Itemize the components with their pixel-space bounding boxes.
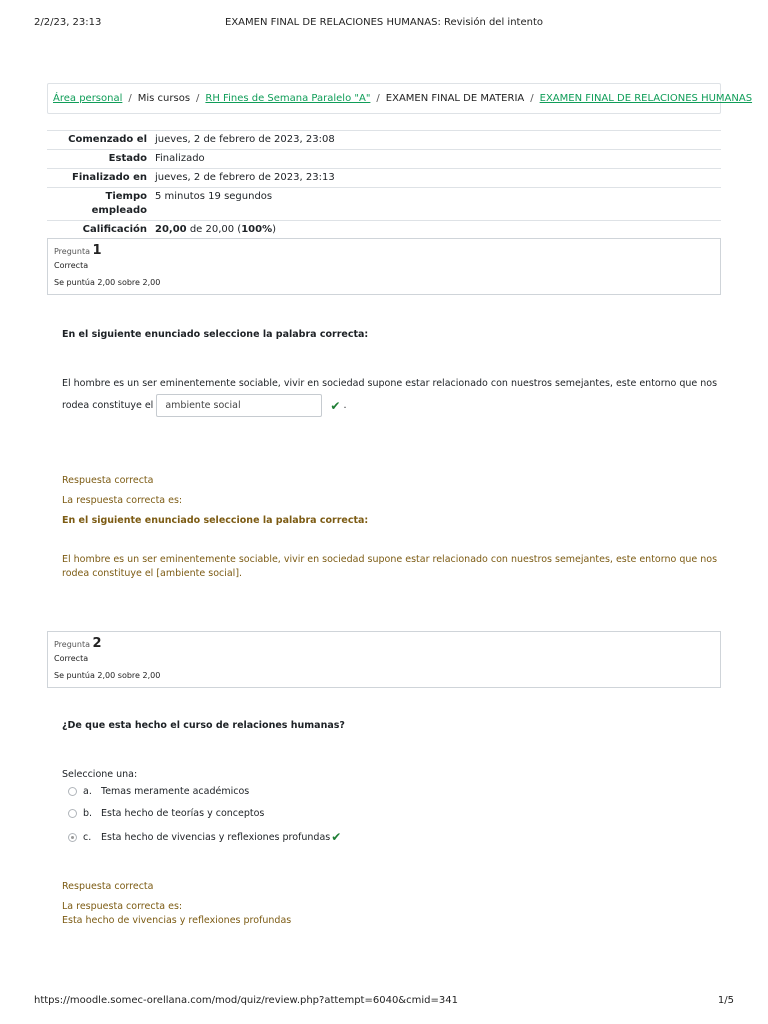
attempt-summary-table (47, 130, 721, 240)
question-grade: Se puntúa 2,00 sobre 2,00 (54, 671, 161, 680)
state-value: Finalizado (151, 150, 721, 169)
option-b[interactable] (68, 808, 264, 819)
q1-feedback-intro: La respuesta correcta es: (62, 495, 183, 506)
grade-value (151, 221, 721, 240)
q1-feedback-prompt: En el siguiente enunciado seleccione la palabra correcta: (62, 515, 369, 526)
breadcrumb (47, 83, 753, 114)
question-number: 2 (92, 636, 102, 651)
time-label-line1: Tiempo (105, 191, 147, 202)
option-a[interactable] (68, 786, 249, 797)
started-value: jueves, 2 de febrero de 2023, 23:08 (151, 131, 721, 150)
option-letter: b. (83, 808, 93, 819)
breadcrumb-mis-cursos[interactable]: Mis cursos (137, 93, 191, 104)
grade-percent: 100% (241, 224, 273, 235)
check-icon: ✔ (330, 398, 341, 413)
question-1-prompt: En el siguiente enunciado seleccione la palabra correcta: (62, 329, 369, 340)
radio-a[interactable] (68, 787, 77, 796)
question-label: Pregunta (54, 247, 90, 256)
check-icon: ✔ (331, 830, 342, 844)
option-text: Esta hecho de teorías y conceptos (101, 808, 265, 819)
q2-feedback-intro: La respuesta correcta es: (62, 901, 183, 912)
finished-value: jueves, 2 de febrero de 2023, 23:13 (151, 169, 721, 188)
breadcrumb-section[interactable]: EXAMEN FINAL DE MATERIA (385, 93, 525, 104)
question-state: Correcta (54, 261, 89, 270)
print-title: EXAMEN FINAL DE RELACIONES HUMANAS: Revisión del intento (225, 17, 543, 28)
question-2-info (47, 631, 721, 688)
select-one-label: Seleccione una: (62, 769, 138, 780)
breadcrumb-separator: / (128, 93, 132, 104)
question-1-info (47, 238, 721, 295)
state-label: Estado (47, 150, 151, 169)
page-url[interactable]: https://moodle.somec-orellana.com/mod/quiz/review.php?attempt=6040&cmid=341 (34, 995, 458, 1006)
grade-label: Calificación (47, 221, 151, 240)
summary-row-finished (47, 169, 721, 188)
grade-mid: de 20,00 ( (186, 224, 242, 235)
q2-feedback-result: Respuesta correcta (62, 881, 154, 892)
breadcrumb-separator: / (196, 93, 200, 104)
started-label: Comenzado el (47, 131, 151, 150)
question-1-text-line2 (62, 394, 347, 417)
finished-label: Finalizado en (47, 169, 151, 188)
time-label-line2: empleado (91, 205, 147, 216)
page-count: 1/5 (717, 995, 734, 1006)
question-grade: Se puntúa 2,00 sobre 2,00 (54, 278, 161, 287)
question-label: Pregunta (54, 640, 90, 649)
grade-score: 20,00 (155, 224, 187, 235)
q1-feedback-line1: El hombre es un ser eminentemente sociable, vivir en sociedad supone estar relacionado con nuestros semejantes, este entorno que nos (62, 554, 718, 565)
breadcrumb-quiz[interactable]: EXAMEN FINAL DE RELACIONES HUMANAS (539, 93, 753, 104)
question-1-text-before: rodea constituye el (62, 400, 154, 411)
option-letter: c. (83, 831, 92, 843)
question-state: Correcta (54, 654, 89, 663)
question-number: 1 (92, 243, 102, 258)
time-value: 5 minutos 19 segundos (151, 188, 721, 221)
breadcrumb-separator: / (376, 93, 380, 104)
option-text: Esta hecho de vivencias y reflexiones profundas (101, 831, 331, 843)
breadcrumb-course[interactable]: RH Fines de Semana Paralelo "A" (205, 93, 371, 104)
grade-end: ) (272, 224, 277, 235)
option-text: Temas meramente académicos (101, 786, 250, 797)
print-date: 2/2/23, 23:13 (34, 17, 102, 28)
question-1-text-after: . (343, 400, 347, 411)
breadcrumb-separator: / (530, 93, 534, 104)
summary-row-started (47, 131, 721, 150)
radio-b[interactable] (68, 809, 77, 818)
time-label (47, 188, 151, 221)
summary-row-time (47, 188, 721, 221)
radio-c[interactable] (68, 833, 77, 842)
answer-input[interactable]: ambiente social (156, 394, 322, 417)
q1-feedback-result: Respuesta correcta (62, 475, 154, 486)
summary-row-grade (47, 221, 721, 240)
breadcrumb-area-personal[interactable]: Área personal (53, 93, 123, 104)
summary-row-state (47, 150, 721, 169)
q1-feedback-line2: rodea constituye el [ambiente social]. (62, 568, 243, 579)
q2-feedback-answer: Esta hecho de vivencias y reflexiones profundas (62, 915, 292, 926)
option-c[interactable] (68, 830, 341, 844)
question-1-text-line1: El hombre es un ser eminentemente sociable, vivir en sociedad supone estar relacionado con nuestros semejantes, este entorno que nos (62, 378, 718, 389)
option-letter: a. (83, 786, 92, 797)
question-2-prompt: ¿De que esta hecho el curso de relaciones humanas? (62, 720, 345, 731)
